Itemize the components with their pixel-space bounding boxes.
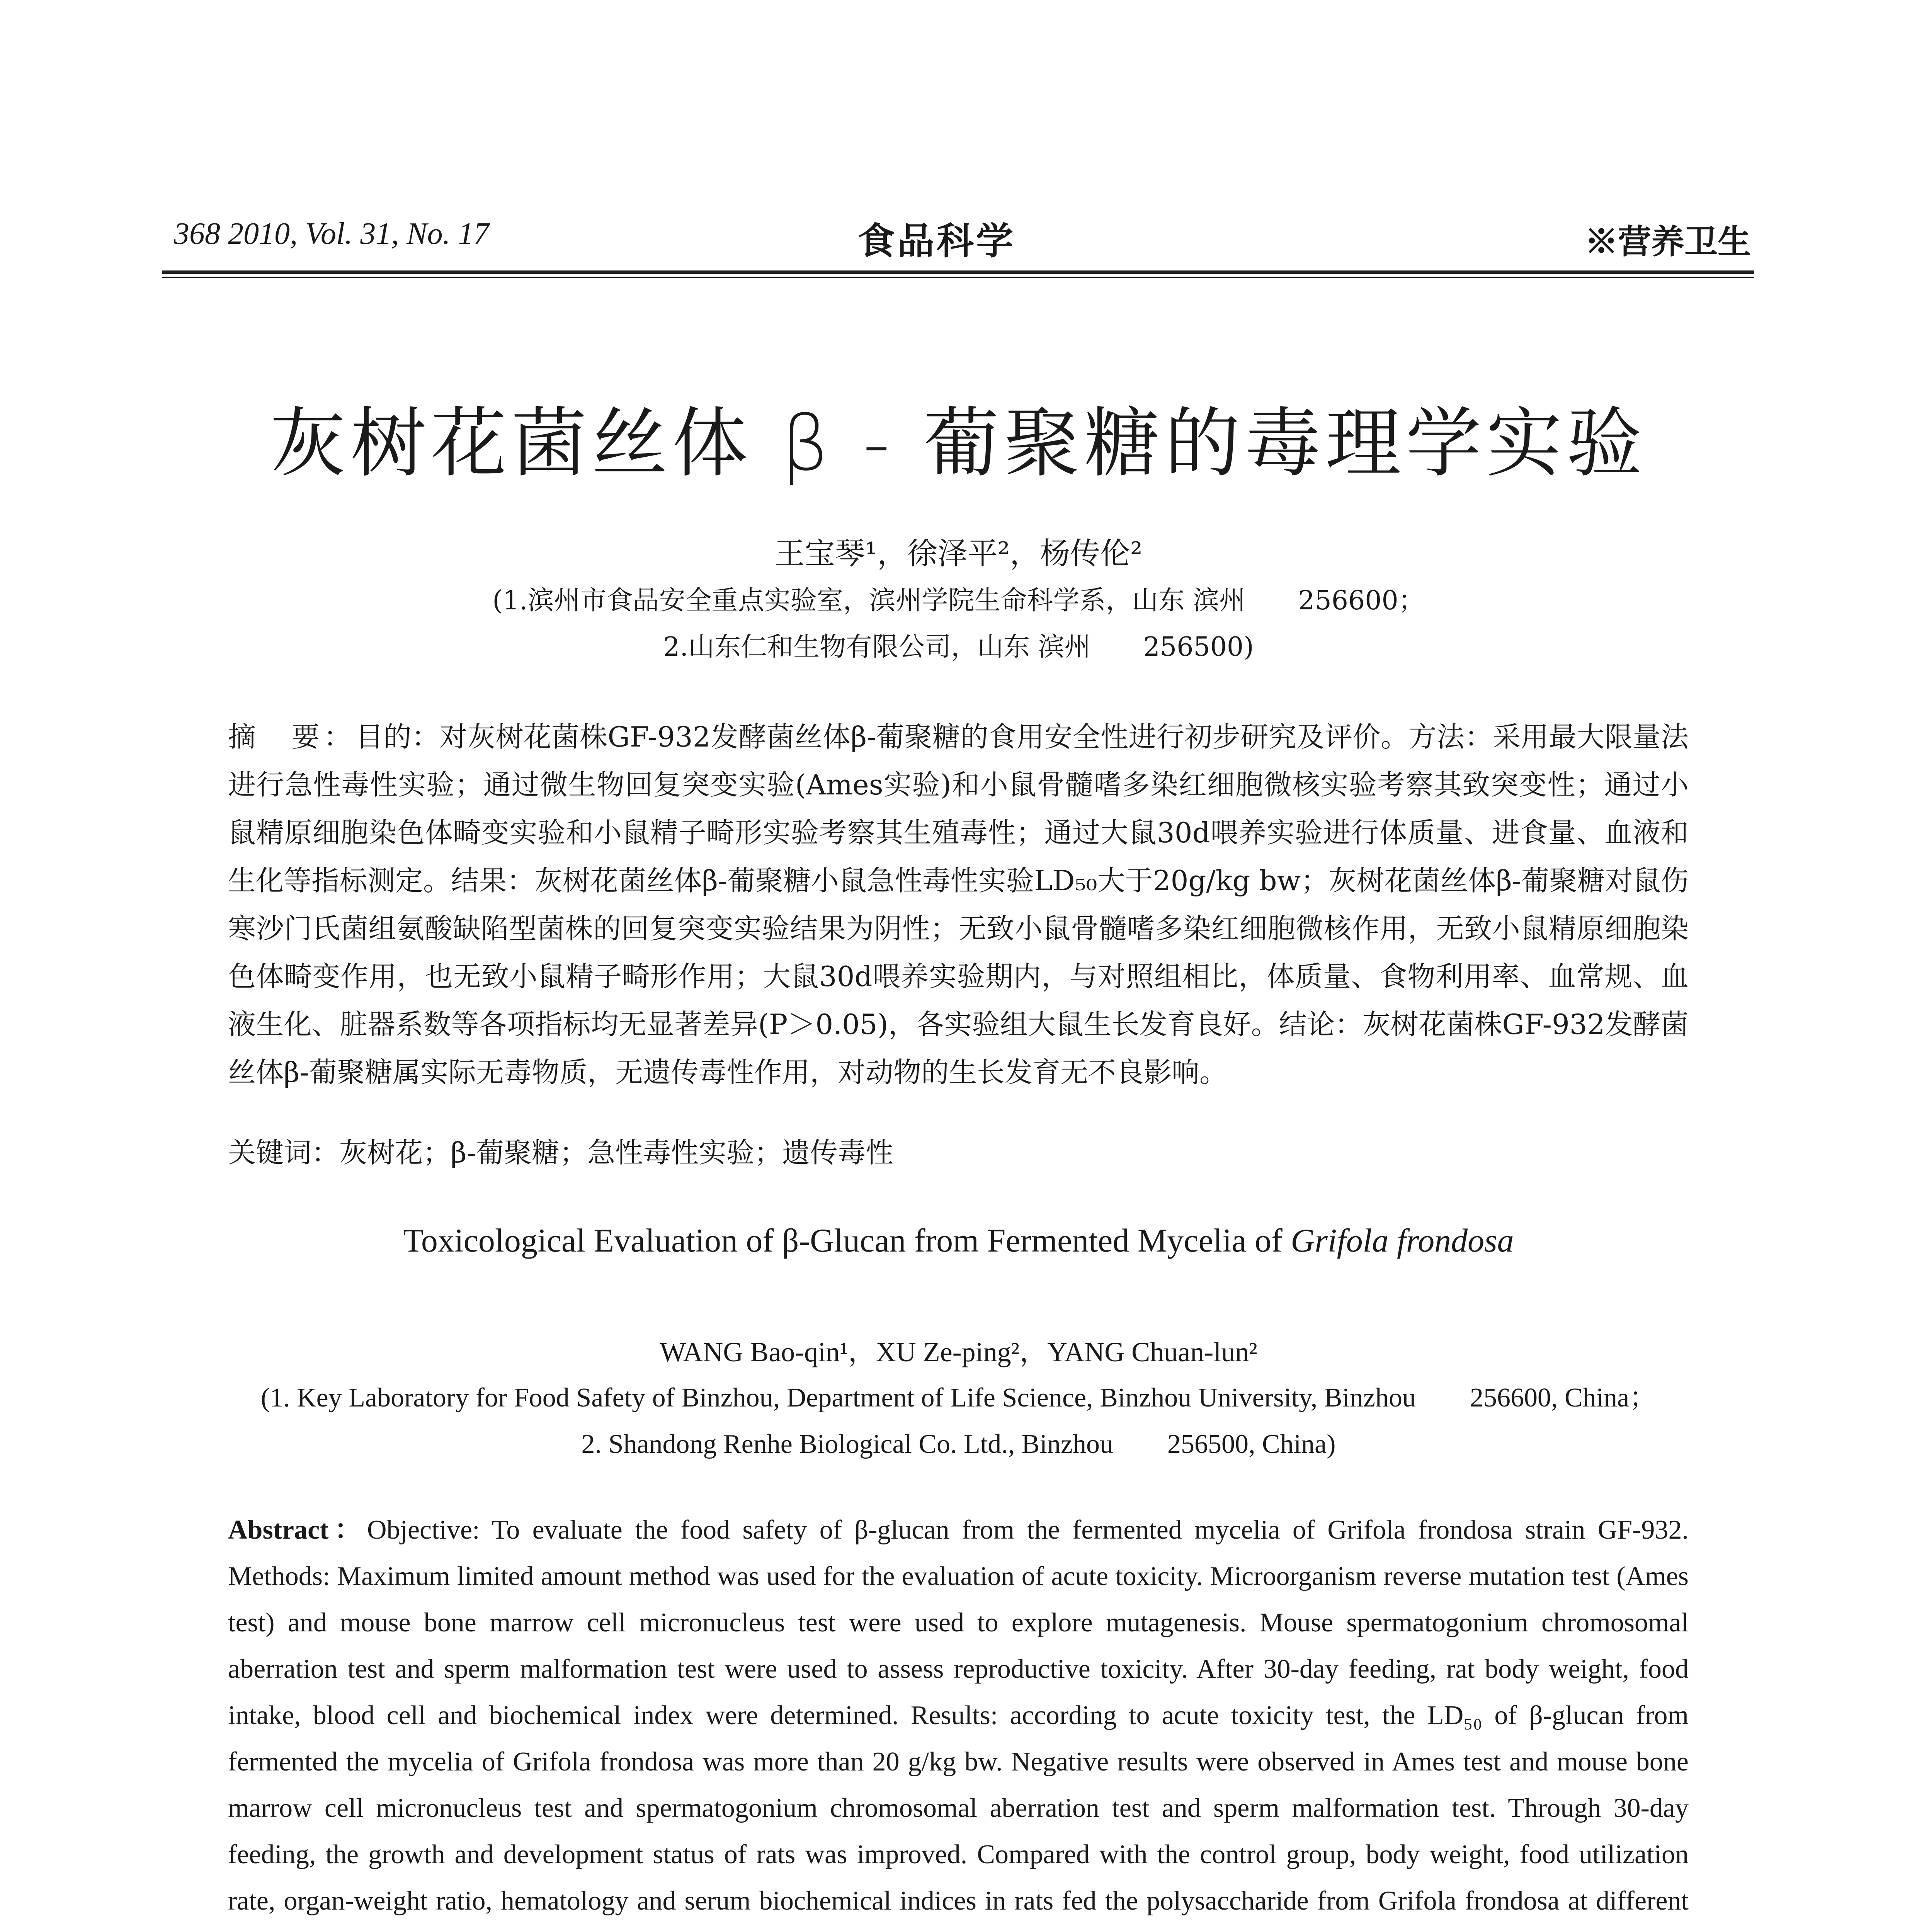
affiliation-cn-1: (1.滨州市食品安全重点实验室，滨州学院生命科学系，山东 滨州 256600；	[492, 585, 1425, 616]
header-rule-thin	[162, 277, 1754, 278]
paper-title: 灰树花菌丝体 β - 葡聚糖的毒理学实验	[270, 400, 1647, 488]
affiliation-en-2: 2. Shandong Renhe Biological Co. Ltd., Binzhou 256500, China)	[581, 1429, 1336, 1459]
header-rule-thick	[162, 270, 1754, 274]
authors-en: WANG Bao-qin¹，XU Ze-ping²，YANG Chuan-lun²	[660, 1337, 1257, 1367]
abstract-cn-label: 摘 要：	[228, 721, 356, 753]
abstract-cn-text: 目的：对灰树花菌株GF-932发酵菌丝体β-葡聚糖的食用安全性进行初步研究及评价。方法：采用最大限量法进行急性毒性实验；通过微生物回复突变实验(Ames实验)和小鼠骨髓嗜多染红细胞微核实验考察其致突变性；通过小鼠精原细胞染色体畸变实验和小鼠精子畸形实验考察其生殖毒性；通过大鼠30d喂养实验进行体质量、进食量、血液和生化等指标测定。结果：灰树花菌丝体β-葡聚糖小鼠急性毒性实验LD₅₀大于20g/kg bw；灰树花菌丝体β-葡聚糖对鼠伤寒沙门氏菌组氨酸缺陷型菌株的回复突变实验结果为阴性；无致小鼠骨髓嗜多染红细胞微核作用，无致小鼠精原细胞染色体畸变作用，也无致小鼠精子畸形作用；大鼠30d喂养实验期内，与对照组相比，体质量、食物利用率、血常规、血液生化、脏器系数等各项指标均无显著差异(P＞0.05)，各实验组大鼠生长发育良好。结论：灰树花菌株GF-932发酵菌丝体β-葡聚糖属实际无毒物质，无遗传毒性作用，对动物的生长发育无不良影响。	[228, 721, 1689, 1088]
abstract-en-label: Abstract：	[228, 1515, 367, 1545]
affiliation-cn-2: 2.山东仁和生物有限公司，山东 滨州 256500)	[663, 632, 1254, 662]
page-header-citation: 368 2010, Vol. 31, No. 17	[174, 217, 489, 251]
paper-title-en	[0, 1221, 1917, 1260]
abstract-cn	[228, 713, 1689, 1096]
title-en-main: Toxicological Evaluation of β-Glucan from Fermented Mycelia of	[403, 1222, 1291, 1259]
abstract-en-text: Objective: To evaluate the food safety of β-glucan from the fermented mycelia of Grifola frondosa strain GF-932. Methods: Maximum limited amount method was used for the evaluation of acute toxicity. Microorganism reverse mutation test (Ames test) and mouse bone marrow cell micronucleus test were used to explore mutagenesis. Mouse spermatogonium chromosomal aberration test and sperm malformation test were used to assess reproductive toxicity. After 30-day feeding, rat body weight, food intake, blood cell and biochemical index were determined. Results: according to acute toxicity test, the LD₅₀ of β-glucan from fermented the mycelia of Grifola frondosa was more than 20 g/kg bw. Negative results were observed in Ames test and mouse bone marrow cell micronucleus test and spermatogonium chromosomal aberration test and sperm malformation test. Through 30-day feeding, the growth and development status of rats was improved. Compared with the control group, body weight, food utilization rate, organ-weight ratio, hematology and serum biochemical indices in rats fed the polysaccharide from Grifola frondosa at different	[228, 1515, 1689, 1916]
authors-cn: 王宝琴¹，徐泽平²，杨传伦²	[774, 536, 1143, 571]
keywords-cn-text: 灰树花；β-葡聚糖；急性毒性实验；遗传毒性	[339, 1136, 893, 1169]
title-en-species: Grifola frondosa	[1291, 1222, 1514, 1259]
abstract-en	[228, 1507, 1689, 1932]
affiliation-en-1: (1. Key Laboratory for Food Safety of Binzhou, Department of Life Science, Binzhou University, Binzhou 256600, China；	[260, 1383, 1657, 1413]
section-label: ※营养卫生	[1585, 222, 1751, 261]
keywords-cn	[228, 1130, 893, 1170]
keywords-cn-label: 关键词：	[228, 1136, 340, 1169]
journal-logo: 食品科学	[858, 219, 1015, 263]
